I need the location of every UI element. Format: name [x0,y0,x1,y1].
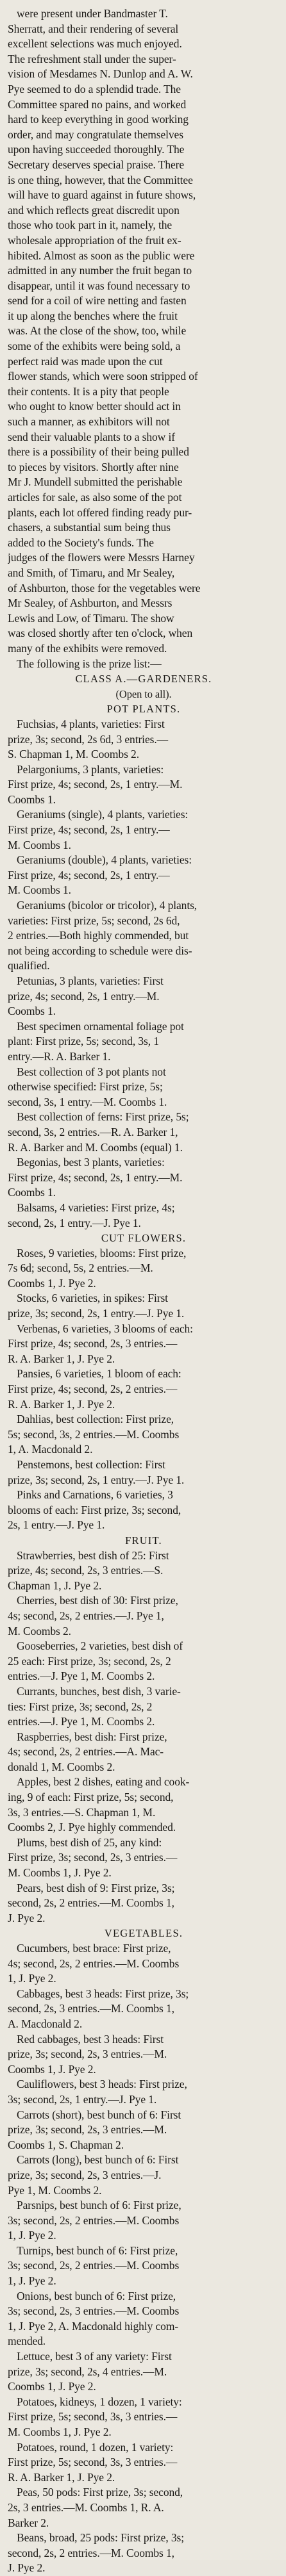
text-line: will have to guard against in future shows, [8,188,196,202]
text-line: wholesale appropriation of the fruit ex- [8,233,181,247]
text-line: (Open to all). [115,687,172,700]
text-line: Mr Sealey, of Ashburton, and Messrs [8,596,172,610]
text-line: send their valuable plants to a show if [8,430,175,443]
text-line: mended. [8,2334,46,2348]
text-line: send for a coil of wire netting and fasten [8,294,187,308]
text-line: Cherries, best dish of 30: First prize, [17,1594,178,1607]
text-line: 1, A. Macdonald 2. [8,1443,93,1456]
text-line: R. A. Barker 1, J. Pye 2. [8,1352,115,1365]
text-line: Cauliflowers, best 3 heads: First prize, [17,2078,187,2091]
text-line: Chapman 1, J. Pye 2. [8,1579,102,1592]
text-line: prize, 4s; second, 2s, 3 entries.—S. [8,1564,164,1577]
text-line: 3s; second, 2s, 2 entries.—M. Coombs [8,2259,180,2272]
text-line: Sherratt, and their rendering of several [8,22,179,35]
text-line: Committee spared no pains, and worked [8,97,187,111]
text-line: J. Pye 2. [8,2561,46,2575]
text-line: S. Chapman 1, M. Coombs 2. [8,748,139,761]
text-line: First prize, 3s; second, 2s, 3 entries.— [8,1851,178,1864]
text-line: Geraniums (single), 4 plants, varieties: [17,808,189,821]
text-line: 3s; second, 2s, 3 entries.—M. Coombs [8,2304,180,2318]
text-line: disappear, until it was found necessary to [8,279,190,292]
text-line: Secretary deserves special praise. There [8,158,185,171]
text-line: First prize, 4s; second, 2s, 3 entries.— [8,1337,178,1350]
text-line: second, 2s, 2 entries.—M. Coombs 1, [8,1896,174,1910]
text-line: Coombs 1, J. Pye 2. [8,2062,96,2076]
text-line: 3s, 3 entries.—S. Chapman 1, M. [8,1805,156,1819]
text-line: Apples, best 2 dishes, eating and cook- [17,1775,190,1789]
text-line: Pears, best dish of 9: First prize, 3s; [17,1881,175,1894]
text-line: varieties: First prize, 5s; second, 2s 6d, [8,914,180,927]
text-line: Coombs 1, S. Chapman 2. [8,2138,124,2151]
text-line: 4s; second, 2s, 2 entries.—M. Coombs [8,1957,180,1970]
text-line: Barker 2. [8,2516,49,2529]
text-line: ties: First prize, 3s; second, 2s, 2 [8,1700,153,1713]
text-line: judges of the flowers were Messrs Harney [8,551,195,564]
text-line: Strawberries, best dish of 25: First [17,1548,169,1562]
text-line: Carrots (short), best bunch of 6: First [17,2108,181,2121]
text-line: and Smith, of Timaru, and Mr Sealey, [8,566,175,579]
text-line: is one thing, however, that the Committee [8,173,193,186]
text-line: second, 3s, 1 entry.—M. Coombs 1. [8,1095,167,1108]
text-line: First prize, 4s; second, 2s, 1 entry.—M. [8,778,183,791]
text-line: prize, 3s; second, 2s 6d, 3 entries.— [8,732,168,746]
text-line: it up along the benches where the fruit [8,309,178,322]
text-line: Penstemons, best collection: First [17,1458,165,1471]
text-line: Cucumbers, best brace: First prize, [17,1942,171,1955]
text-line: Coombs 1, J. Pye 2. [8,2380,96,2393]
section-heading: FRUIT. [125,1534,162,1546]
text-line: J. Pye 2. [8,1911,46,1924]
text-line: Pelargoniums, 3 plants, varieties: [17,762,164,776]
text-line: qualified. [8,959,50,972]
text-line: Petunias, 3 plants, varieties: First [17,974,164,987]
text-line: The following is the prize list:— [17,657,162,670]
text-line: was. At the close of the show, too, while [8,324,187,338]
text-line: was closed shortly after ten o'clock, when [8,627,193,640]
text-line: plant: First prize, 5s; second, 3s, 1 [8,1035,159,1048]
text-line: Plums, best dish of 25, any kind: [17,1835,162,1849]
text-line: not being according to schedule were dis- [8,944,192,957]
text-line: Coombs 1. [8,1186,56,1199]
text-line: R. A. Barker 1, J. Pye 2. [8,1397,115,1411]
text-line: many of the exhibits were removed. [8,641,167,655]
text-line: Turnips, best bunch of 6: First prize, [17,2244,178,2257]
text-line: First prize, 4s; second, 2s, 2 entries.— [8,1382,178,1396]
text-line: plants, each lot offered finding ready pur- [8,505,192,519]
text-line: perfect raid was made upon the cut [8,354,163,368]
text-line: Pye 1, M. Coombs 2. [8,2183,102,2197]
text-line: admitted in any number the fruit began to [8,264,192,277]
text-line: M. Coombs 2. [8,1624,71,1637]
text-line: prize, 4s; second, 2s, 1 entry.—M. [8,989,160,1003]
text-line: Coombs 2, J. Pye highly commended. [8,1821,176,1834]
text-line: 1, J. Pye 2. [8,2274,56,2288]
text-line: Roses, 9 varieties, blooms: First prize, [17,1246,187,1259]
text-line: Raspberries, best dish: First prize, [17,1730,167,1743]
text-line: Lewis and Low, of Timaru. The show [8,611,174,625]
text-line: Balsams, 4 varieties: First prize, 4s; [17,1201,175,1214]
text-line: excellent selections was much enjoyed. [8,37,182,51]
text-line: Cabbages, best 3 heads: First prize, 3s; [17,1987,189,2000]
text-line: second, 2s, 1 entry.—J. Pye 1. [8,1216,141,1229]
text-line: prize, 3s; second, 2s, 3 entries.—J. [8,2168,162,2181]
text-line: Peas, 50 pods: First prize, 3s; second, [17,2486,183,2499]
text-line: their contents. It is a pity that people [8,384,169,398]
text-line: second, 3s, 2 entries.—R. A. Barker 1, [8,1125,178,1138]
text-line: there is a possibility of their being pulled [8,445,189,459]
text-line: blooms of each: First prize, 3s; second, [8,1503,181,1516]
text-line: Carrots (long), best bunch of 6: First [17,2153,179,2167]
section-heading: CLASS A.—GARDENERS. [75,673,212,685]
text-line: 1, J. Pye 2. [8,2229,56,2242]
text-line: hibited. Almost as soon as the public were [8,249,195,262]
text-line: 2s, 1 entry.—J. Pye 1. [8,1518,105,1532]
text-line: Coombs 1. [8,1005,56,1018]
text-line: Verbenas, 6 varieties, 3 blooms of each: [17,1322,193,1335]
text-line: R. A. Barker 1, J. Pye 2. [8,2470,115,2484]
text-line: were present under Bandmaster T. [17,7,168,20]
text-line: 5s; second, 3s, 2 entries.—M. Coombs [8,1427,180,1441]
text-line: Begonias, best 3 plants, varieties: [17,1156,165,1169]
text-line: Potatoes, kidneys, 1 dozen, 1 variety: [17,2395,182,2408]
text-line: entries.—J. Pye 1, M. Coombs 2. [8,1715,155,1728]
text-line: Best specimen ornamental foliage pot [17,1019,184,1033]
text-line: flower stands, which were soon stripped of [8,370,198,383]
text-line: Dahlias, best collection: First prize, [17,1413,174,1426]
text-line: prize, 3s; second, 2s, 4 entries.—M. [8,2365,167,2378]
text-line: Gooseberries, 2 varieties, best dish of [17,1639,183,1653]
text-line: 7s 6d; second, 5s, 2 entries.—M. [8,1261,153,1275]
text-line: those who took part in it, namely, the [8,218,172,232]
text-line: of Ashburton, those for the vegetables were [8,581,201,595]
text-line: Fuchsias, 4 plants, varieties: First [17,717,165,730]
text-line: donald 1, M. Coombs 2. [8,1760,115,1773]
text-line: otherwise specified: First prize, 5s; [8,1080,163,1094]
text-line: entry.—R. A. Barker 1. [8,1049,111,1063]
text-line: Currants, bunches, best dish, 3 varie- [17,1684,181,1698]
text-line: upon having succeeded thoroughly. The [8,143,185,156]
text-line: Red cabbages, best 3 heads: First [17,2032,164,2046]
text-line: Lettuce, best 3 of any variety: First [17,2350,172,2363]
text-line: 3s; second, 2s, 2 entries.—M. Coombs [8,2213,180,2227]
text-line: M. Coombs 1, J. Pye 2. [8,2425,112,2438]
text-line: Geraniums (bicolor or tricolor), 4 plants, [17,899,198,912]
text-line: prize, 3s; second, 2s, 1 entry.—J. Pye 1. [8,1473,185,1486]
text-line: Onions, best bunch of 6: First prize, [17,2289,176,2302]
text-line: First prize, 5s; second, 3s, 3 entries.— [8,2410,178,2424]
text-line: prize, 3s; second, 2s, 3 entries.—M. [8,2047,167,2061]
text-line: prize, 3s; second, 2s, 3 entries.—M. [8,2123,167,2137]
text-line: R. A. Barker and M. Coombs (equal) 1. [8,1140,183,1154]
text-line: 2s, 3 entries.—M. Coombs 1, R. A. [8,2500,164,2514]
text-line: 4s; second, 2s, 2 entries.—J. Pye 1, [8,1609,164,1622]
text-line: Pye seemed to do a splendid trade. The [8,82,181,95]
text-line: Stocks, 6 varieties, in spikes: First [17,1292,168,1305]
text-line: added to the Society's funds. The [8,536,154,549]
section-heading: POT PLANTS. [106,703,181,716]
text-line: 3s; second, 2s, 1 entry.—J. Pye 1. [8,2092,157,2106]
text-line: second, 2s, 2 entries.—M. Coombs 1, [8,2546,174,2559]
text-line: ing, 9 of each: First prize, 5s; second, [8,1791,174,1804]
text-line: Beans, broad, 25 pods: First prize, 3s; [17,2531,185,2545]
text-line: and which reflects great discredit upon [8,203,180,217]
text-line: Coombs 1. [8,792,56,806]
text-line: order, and may congratulate themselves [8,127,183,141]
text-line: Pansies, 6 varieties, 1 bloom of each: [17,1367,181,1381]
text-line: M. Coombs 1. [8,838,71,851]
text-line: vision of Mesdames N. Dunlop and A. W. [8,67,193,81]
text-line: Mr J. Mundell submitted the perishable [8,475,183,489]
section-heading: CUT FLOWERS. [101,1232,187,1245]
text-line: 2 entries.—Both highly commended, but [8,929,189,942]
text-line: Best collection of 3 pot plants not [17,1065,166,1078]
text-line: to pieces by visitors. Shortly after nine [8,460,179,473]
section-heading: VEGETABLES. [104,1927,183,1940]
text-line: 1, J. Pye 2, A. Macdonald highly com- [8,2319,179,2333]
text-line: who ought to know better should act in [8,400,181,413]
text-line: entries.—J. Pye 1, M. Coombs 2. [8,1669,155,1683]
text-line: chasers, a substantial sum being thus [8,521,171,534]
text-line: 1, J. Pye 2. [8,1972,56,1985]
text-line: Best collection of ferns: First prize, 5s; [17,1110,189,1124]
text-line: First prize, 4s; second, 2s, 1 entry.—M. [8,1170,183,1184]
text-line: Geraniums (double), 4 plants, varieties: [17,853,192,867]
text-line: Coombs 1, J. Pye 2. [8,1276,96,1290]
text-line: First prize, 5s; second, 3s, 3 entries.— [8,2456,178,2469]
text-line: A. Macdonald 2. [8,2017,83,2030]
text-line: 25 each: First prize, 3s; second, 2s, 2 [8,1654,171,1668]
text-line: such a manner, as exhibitors will not [8,415,170,429]
text-line: 4s; second, 2s, 2 entries.—A. Mac- [8,1745,164,1759]
text-line: articles for sale, as also some of the pot [8,491,182,504]
text-line: Parsnips, best bunch of 6: First prize, [17,2199,181,2212]
text-line: Potatoes, round, 1 dozen, 1 variety: [17,2440,174,2454]
text-line: Pinks and Carnations, 6 varieties, 3 [17,1488,173,1502]
text-line: hard to keep everything in good working [8,113,189,126]
text-line: some of the exhibits were being sold, a [8,340,181,353]
text-line: First prize, 4s; second, 2s, 1 entry.— [8,868,170,882]
text-line: First prize, 4s; second, 2s, 1 entry.— [8,823,170,837]
text-line: second, 2s, 3 entries.—M. Coombs 1, [8,2002,174,2015]
text-line: M. Coombs 1, J. Pye 2. [8,1866,112,1880]
text-line: M. Coombs 1. [8,883,71,897]
text-line: The refreshment stall under the super- [8,52,176,65]
text-line: prize, 3s; second, 2s, 1 entry.—J. Pye 1. [8,1307,185,1320]
